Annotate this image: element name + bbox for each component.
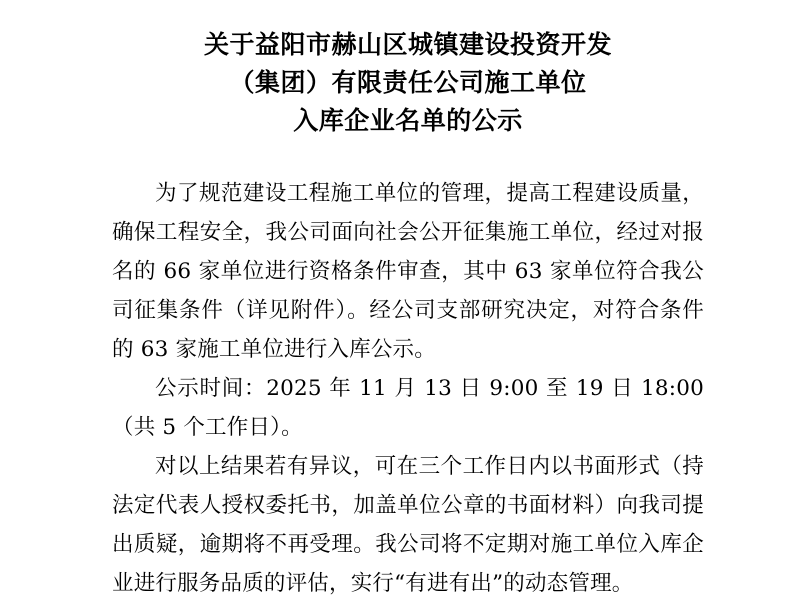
- page-title-line-3: 入库企业名单的公示: [293, 106, 523, 135]
- paragraph-background: 为了规范建设工程施工单位的管理，提高工程建设质量，确保工程安全，我公司面向社会公开征集施工单位，经过对报名的 66 家单位进行资格条件审查，其中 63 家单位符合我公司征集条件（详见附件）。经公司支部研究决定，对符合条件的 63 家施工单位进行入库公示。: [112, 181, 704, 362]
- page-title-line-2: （集团）有限责任公司施工单位: [229, 68, 587, 97]
- paragraph-publicity-period: 公示时间：2025 年 11 月 13 日 9:00 至 19 日 18:00（共 5 个工作日）。: [112, 376, 704, 440]
- document-body: [112, 174, 704, 603]
- page-title: [112, 18, 704, 140]
- paragraph-objection-procedure: 对以上结果若有异议，可在三个工作日内以书面形式（持法定代表人授权委托书，加盖单位公章的书面材料）向我司提出质疑，逾期将不再受理。我公司将不定期对施工单位入库企业进行服务品质的评估，实行“有进有出”的动态管理。: [112, 454, 704, 596]
- page-title-line-1: 关于益阳市赫山区城镇建设投资开发: [203, 30, 612, 59]
